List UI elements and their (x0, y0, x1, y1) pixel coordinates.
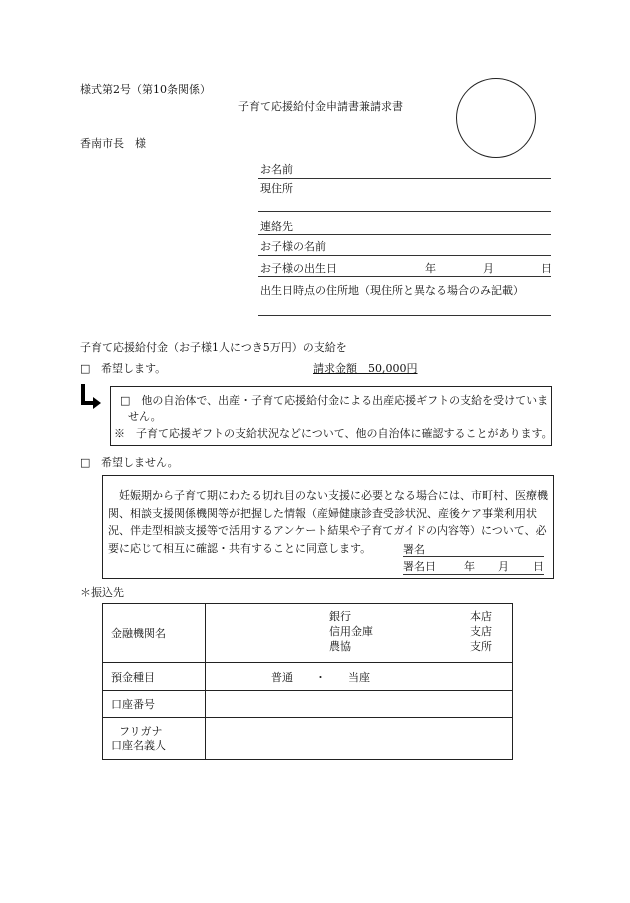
option-yes-checkbox[interactable]: □ (80, 362, 91, 375)
name-field-line[interactable] (258, 178, 551, 179)
consent-text: 妊娠期から子育て期にわたる切れ目のない支援に必要となる場合には、市町村、医療機関、相談支援関係機関等が把握した情報（産婦健康診査受診状況、産後ケア事業利用状況、伴走型相談支援等で活用するアンケート結果や子育てガイドの内容等）について、必要に応じて相互に確認・共有することに同意します。 (108, 489, 548, 555)
furigana-label: フリガナ (119, 724, 163, 738)
account-holder-label (103, 718, 206, 760)
table-row (103, 691, 513, 718)
child-name-label: お子様の名前 (260, 240, 326, 253)
branch-type-head: 本店 (470, 610, 492, 623)
signature-year-unit: 年 (464, 560, 475, 573)
signature-date-label: 署名日 (403, 560, 436, 573)
table-row (103, 718, 513, 760)
child-birthdate-label: お子様の出生日 (260, 262, 337, 275)
account-type-options[interactable]: 普通 ・ 当座 (206, 663, 513, 691)
birth-address-label: 出生日時点の住所地（現住所と異なる場合のみ記載） (260, 284, 524, 297)
child-birthdate-field-line[interactable] (258, 276, 551, 277)
branch-type-branch: 支店 (470, 625, 492, 638)
table-row (103, 604, 513, 663)
signature-month-unit: 月 (498, 560, 509, 573)
birth-address-field-line[interactable] (258, 315, 551, 316)
addressee: 香南市長 様 (80, 137, 146, 150)
seal-stamp-circle (456, 78, 536, 158)
holder-label: 口座名義人 (111, 738, 166, 752)
option-yes-label: 希望します。 (101, 362, 167, 375)
name-label: お名前 (260, 163, 293, 176)
signature-day-unit: 日 (533, 560, 544, 573)
other-municipality-checkbox-text: □ 他の自治体で、出産・子育て応援給付金による出産応援ギフトの支給を受けていま (120, 394, 549, 407)
account-number-label: 口座番号 (103, 691, 206, 718)
contact-field-line[interactable] (258, 234, 551, 235)
address-field-line[interactable] (258, 211, 551, 212)
option-no-checkbox[interactable]: □ (80, 456, 91, 469)
arrow-down-right-icon (80, 384, 104, 410)
inst-type-bank: 銀行 (329, 610, 351, 623)
payment-intro: 子育て応援給付金（お子様1人につき5万円）の支給を (80, 341, 347, 354)
birth-year-unit: 年 (425, 262, 436, 275)
inst-type-nokyo: 農協 (329, 640, 351, 653)
signature-field-line[interactable] (403, 556, 544, 557)
page-title: 子育て応援給付金申請書兼請求書 (238, 100, 403, 113)
other-municipality-checkbox-text-cont: せん。 (128, 410, 162, 423)
bank-account-table (102, 603, 513, 760)
table-row (103, 663, 513, 691)
requested-amount: 請求金額 50,000円 (313, 362, 418, 375)
institution-label: 金融機関名 (103, 604, 206, 663)
option-no-label: 希望しません。 (101, 456, 179, 469)
signature-date-field-line[interactable] (403, 574, 544, 575)
account-number-field[interactable] (206, 691, 513, 718)
bank-heading: ＊振込先 (80, 586, 124, 599)
branch-type-office: 支所 (470, 640, 492, 653)
birth-month-unit: 月 (483, 262, 494, 275)
signature-label: 署名 (403, 543, 425, 556)
birth-day-unit: 日 (541, 262, 552, 275)
form-number: 様式第2号（第10条関係） (80, 83, 211, 96)
child-name-field-line[interactable] (258, 255, 551, 256)
confirmation-note: ※ 子育て応援ギフトの支給状況などについて、他の自治体に確認することがあります。 (114, 427, 553, 440)
address-label: 現住所 (260, 182, 293, 195)
account-holder-field[interactable] (206, 718, 513, 760)
inst-type-shinkin: 信用金庫 (329, 625, 373, 638)
account-type-label: 預金種目 (103, 663, 206, 691)
institution-field[interactable] (206, 604, 513, 663)
contact-label: 連絡先 (260, 220, 293, 233)
